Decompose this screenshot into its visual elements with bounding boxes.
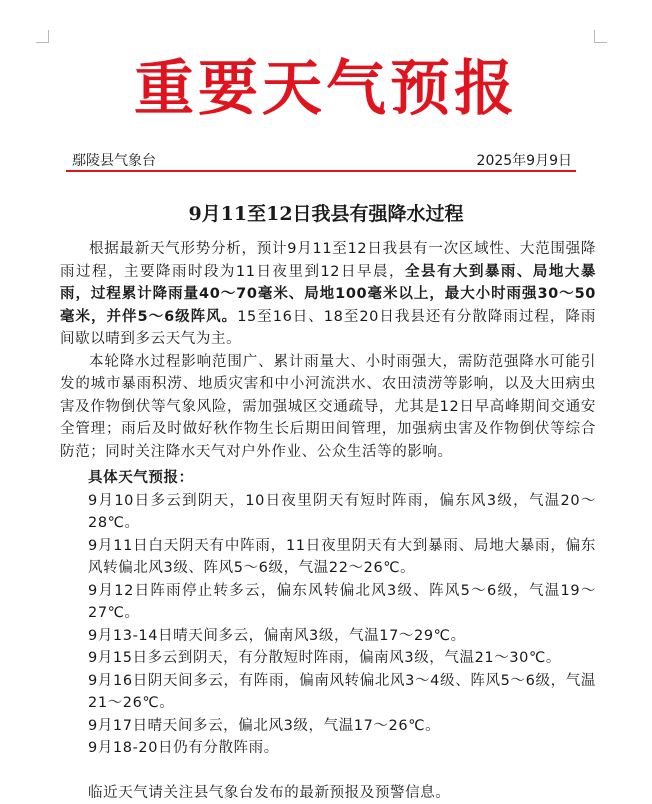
paragraph-overview [60, 238, 596, 351]
forecast-line: 9月18-20日仍有分散阵雨。 [60, 737, 596, 760]
page-corner-mark-left [36, 30, 49, 43]
document-body [60, 238, 596, 804]
issuer-name: 鄢陵县气象台 [72, 150, 156, 170]
overview-text-2: 15至16日、18至20日我县还有分散降雨过程，降雨间歇以晴到多云天气为主。 [60, 309, 596, 348]
paragraph-impact: 本轮降水过程影响范围广、累计雨量大、小时雨强大，需防范强降水可能引发的城市暴雨积涝、地质灾害和中小河流洪水、农田渍涝等影响，以及大田病虫害及作物倒伏等气象风险，需加强城区交通疏导，尤其是12日早高峰期间交通安全管理；雨后及时做好秋作物生长后期田间管理，加强病虫害及作物倒伏等综合防范；同时关注降水天气对户外作业、公众生活等的影响。 [60, 351, 596, 464]
overview-text-1: 根据最新天气形势分析，预计9月11至12日我县有一次区域性、大范围强降雨过程，主要降雨时段为11日夜里到12日早晨， [60, 241, 596, 280]
closing-notice: 临近天气请关注县气象台发布的最新预报及预警信息。 [60, 782, 596, 804]
document-title: 9月11至12日我县有强降水过程 [0, 200, 652, 228]
masthead-title: 重要天气预报 [0, 50, 652, 128]
forecast-line: 9月17日晴天间多云，偏北风3级，气温17～26℃。 [60, 715, 596, 738]
forecast-line: 9月15日多云到阴天，有分散短时阵雨，偏南风3级，气温21～30℃。 [60, 647, 596, 670]
forecast-line: 9月11日白天阴天有中阵雨，11日夜里阴天有大到暴雨、局地大暴雨，偏东风转偏北风3级、阵风5～6级，气温22～26℃。 [60, 535, 596, 580]
forecast-line: 9月10日多云到阴天，10日夜里阴天有短时阵雨，偏东风3级，气温20～28℃。 [60, 490, 596, 535]
forecast-line: 9月16日阴天间多云，有阵雨，偏南风转偏北风3～4级、阵风5～6级，气温21～26℃。 [60, 670, 596, 715]
page-corner-mark-right [594, 30, 607, 43]
forecast-heading: 具体天气预报： [60, 467, 596, 490]
forecast-line: 9月13-14日晴天间多云，偏南风3级，气温17～29℃。 [60, 625, 596, 648]
issue-date: 2025年9月9日 [477, 150, 572, 170]
red-divider-line [66, 170, 576, 172]
overview-highlight: 全县有大到暴雨、局地大暴雨，过程累计降雨量40～70毫米、局地100毫米以上，最大小时雨强30～50毫米，并伴5～6级阵风。 [60, 264, 596, 325]
forecast-line: 9月12日阵雨停止转多云，偏东风转偏北风3级、阵风5～6级，气温19～27℃。 [60, 580, 596, 625]
